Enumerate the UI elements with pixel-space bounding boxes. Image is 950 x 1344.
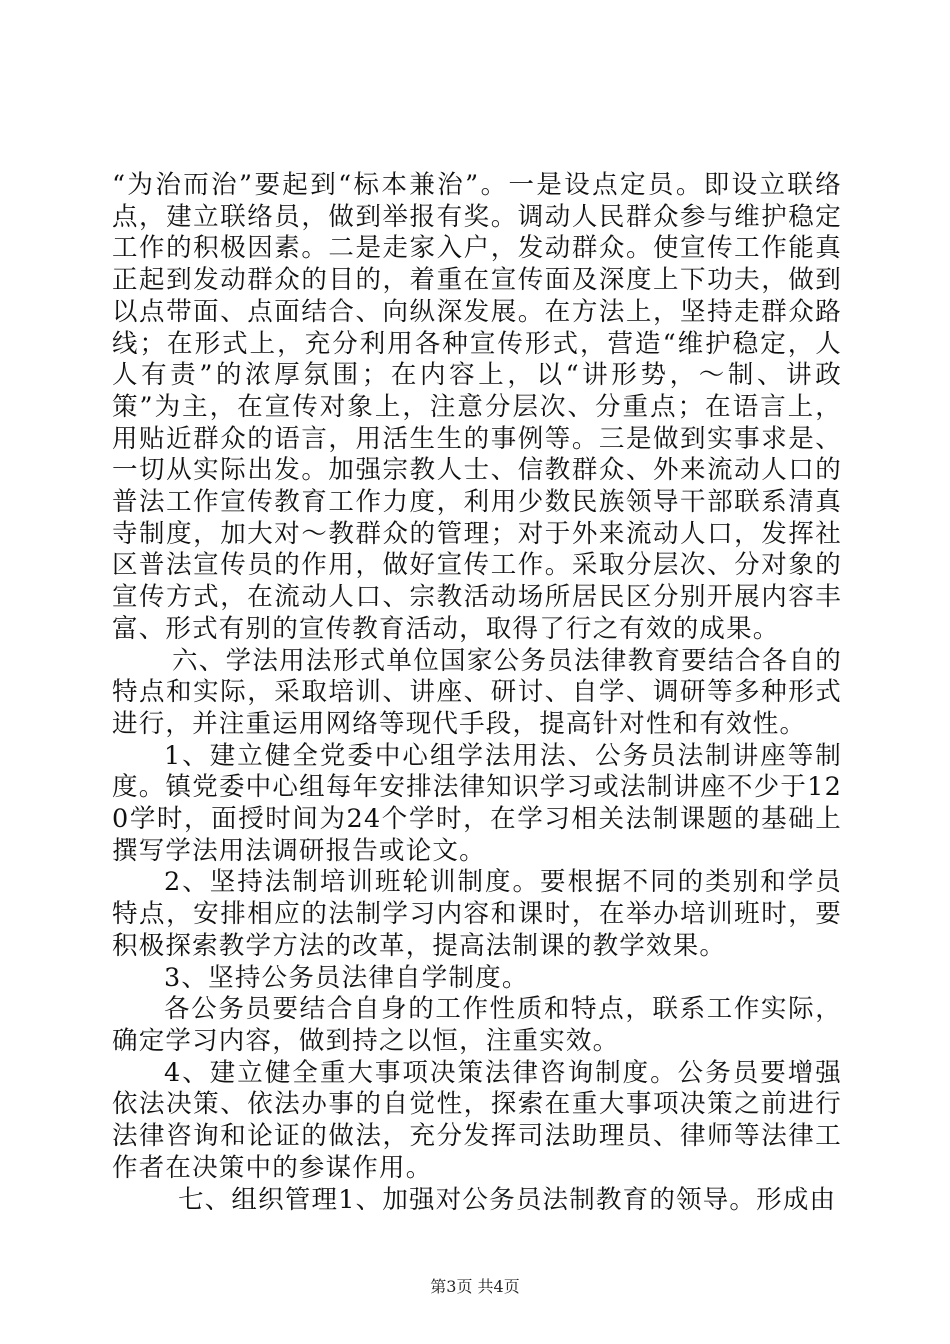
paragraph-continuation: “为治而治”要起到“标本兼治”。一是设点定员。即设立联络点，建立联络员，做到举报有奖。调动人民群众参与维护稳定工作的积极因素。二是走家入户，发动群众。使宣传工作能真正起到发动群众的目的，着重在宣传面及深度上下功夫，做到以点带面、点面结合、向纵深发展。在方法上，坚持走群众路线；在形式上，充分利用各种宣传形式，营造“维护稳定，人人有责”的浓厚氛围；在内容上，以“讲形势，～制、讲政策”为主，在宣传对象上，注意分层次、分重点；在语言上，用贴近群众的语言，用活生生的事例等。三是做到实事求是、一切从实际出发。加强宗教人士、信教群众、外来流动人口的普法工作宣传教育工作力度，利用少数民族领导干部联系清真寺制度，加大对～教群众的管理；对于外来流动人口，发挥社区普法宣传员的作用，做好宣传工作。采取分层次、分对象的宣传方式，在流动人口、宗教活动场所居民区分别开展内容丰富、形式有别的宣传教育活动，取得了行之有效的成果。: [112, 170, 842, 644]
paragraph-section-six: 六、学法用法形式单位国家公务员法律教育要结合各自的特点和实际，采取培训、讲座、研讨、自学、调研等多种形式进行，并注重运用网络等现代手段，提高针对性和有效性。: [112, 645, 842, 739]
paragraph-item-3: 3、坚持公务员法律自学制度。: [164, 962, 529, 993]
paragraph-item-2: 2、坚持法制培训班轮训制度。要根据不同的类别和学员特点，安排相应的法制学习内容和课时，在举办培训班时，要积极探索教学方法的改革，提高法制课的教学效果。: [112, 867, 842, 961]
paragraph-item-3-detail: 各公务员要结合自身的工作性质和特点，联系工作实际，确定学习内容，做到持之以恒，注重实效。: [112, 994, 842, 1056]
paragraph-item-4: 4、建立健全重大事项决策法律咨询制度。公务员要增强依法决策、依法办事的自觉性，探索在重大事项决策之前进行法律咨询和论证的做法，充分发挥司法助理员、律师等法律工作者在决策中的参谋作用。: [112, 1057, 842, 1183]
page-number-label: 第3页 共4页: [430, 1277, 520, 1296]
page-footer: [0, 1277, 950, 1297]
paragraph-section-seven: 七、组织管理1、加强对公务员法制教育的领导。形成由: [178, 1184, 837, 1215]
document-body: [112, 170, 842, 1216]
paragraph-item-1: 1、建立健全党委中心组学法用法、公务员法制讲座等制度。镇党委中心组每年安排法律知识学习或法制讲座不少于120学时，面授时间为24个学时，在学习相关法制课题的基础上撰写学法用法调研报告或论文。: [112, 740, 842, 866]
